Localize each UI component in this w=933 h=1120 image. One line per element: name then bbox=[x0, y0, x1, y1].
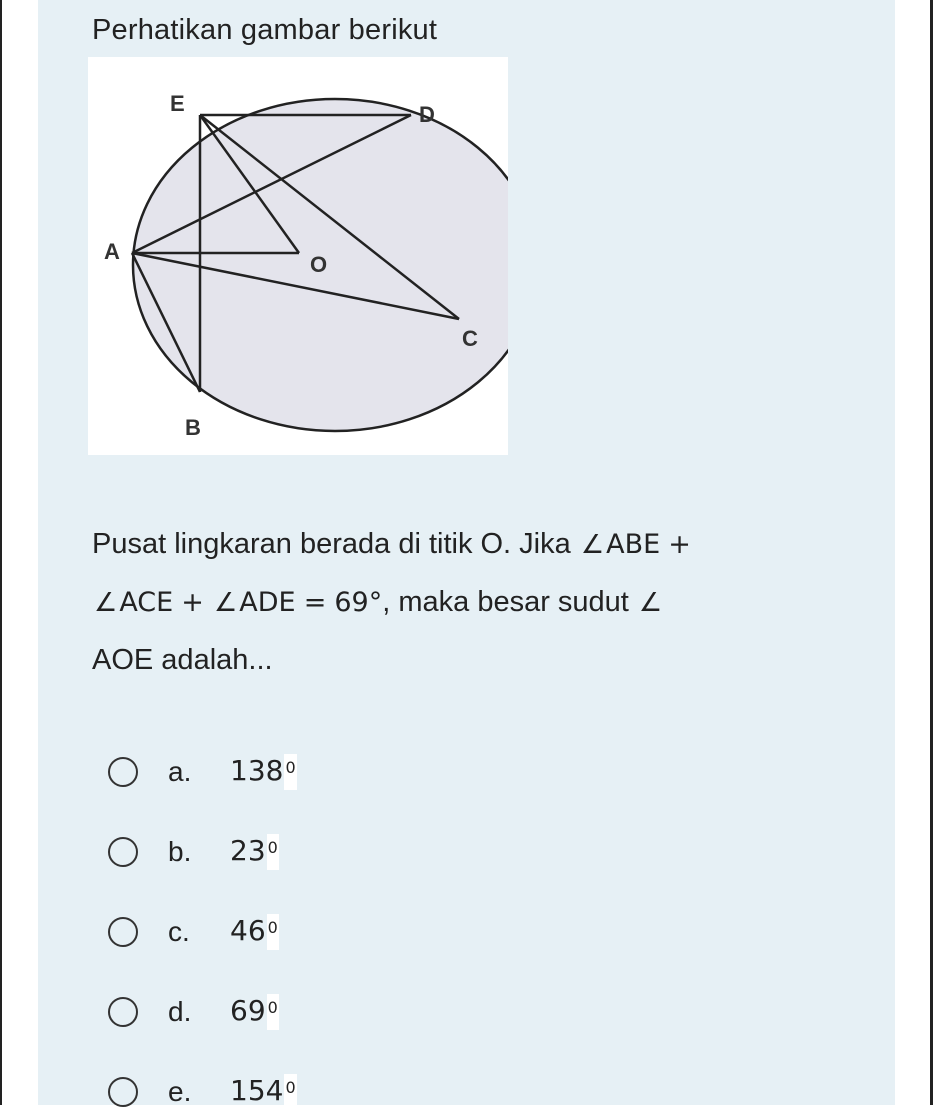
angle-icon: ∠ bbox=[213, 588, 238, 618]
degree-superscript: 0 bbox=[285, 1078, 296, 1097]
question-part3: adalah... bbox=[153, 644, 273, 676]
question-part1: Pusat lingkaran berada di titik O. Jika bbox=[92, 528, 579, 560]
degree-superscript: 0 bbox=[267, 838, 278, 857]
plus-sign: + bbox=[181, 587, 204, 618]
option-letter: b. bbox=[168, 836, 192, 867]
given-value: 69° bbox=[334, 587, 383, 618]
option-letter: e. bbox=[168, 1076, 192, 1107]
degree-superscript: 0 bbox=[285, 758, 296, 777]
option-b[interactable] bbox=[108, 824, 408, 880]
question-text bbox=[92, 516, 862, 689]
option-a[interactable] bbox=[108, 744, 408, 800]
angle-icon: ∠ bbox=[580, 530, 605, 560]
option-e[interactable] bbox=[108, 1064, 408, 1120]
option-letter: a. bbox=[168, 756, 192, 787]
term-ace: ACE bbox=[119, 587, 174, 618]
plus-sign: + bbox=[668, 529, 691, 560]
equals-sign: = bbox=[303, 587, 327, 618]
radio-button[interactable] bbox=[108, 757, 138, 787]
left-border bbox=[0, 0, 2, 1105]
term-ade: ADE bbox=[239, 587, 296, 618]
radio-button[interactable] bbox=[108, 1077, 138, 1107]
option-number: 154 bbox=[230, 1074, 284, 1107]
point-label-B: B bbox=[185, 415, 201, 440]
option-letter: c. bbox=[168, 916, 190, 947]
geometry-figure bbox=[88, 57, 508, 455]
point-label-A: A bbox=[104, 239, 120, 264]
option-letter: d. bbox=[168, 996, 192, 1027]
option-d[interactable] bbox=[108, 984, 408, 1040]
option-value bbox=[230, 834, 279, 870]
point-label-C: C bbox=[462, 326, 478, 351]
degree-superscript: 0 bbox=[267, 998, 278, 1017]
point-label-D: D bbox=[419, 102, 435, 127]
radio-button[interactable] bbox=[108, 917, 138, 947]
question-title: Perhatikan gambar berikut bbox=[92, 14, 438, 46]
degree-superscript: 0 bbox=[267, 918, 278, 937]
angle-icon: ∠ bbox=[94, 588, 118, 618]
angle-icon: ∠ bbox=[638, 588, 663, 618]
radio-button[interactable] bbox=[108, 837, 138, 867]
point-label-O: O bbox=[310, 252, 328, 277]
option-value bbox=[230, 914, 279, 950]
option-number: 138 bbox=[230, 754, 284, 787]
option-value bbox=[230, 994, 279, 1030]
option-number: 46 bbox=[230, 914, 266, 947]
term-abe: ABE bbox=[606, 529, 661, 560]
option-c[interactable] bbox=[108, 904, 408, 960]
question-part2: , maka besar sudut bbox=[382, 586, 637, 618]
point-label-E: E bbox=[170, 91, 185, 116]
option-number: 23 bbox=[230, 834, 266, 867]
option-value bbox=[230, 754, 297, 790]
target-angle: AOE bbox=[92, 644, 154, 676]
radio-button[interactable] bbox=[108, 997, 138, 1027]
option-number: 69 bbox=[230, 994, 266, 1027]
circle-diagram bbox=[88, 57, 508, 455]
